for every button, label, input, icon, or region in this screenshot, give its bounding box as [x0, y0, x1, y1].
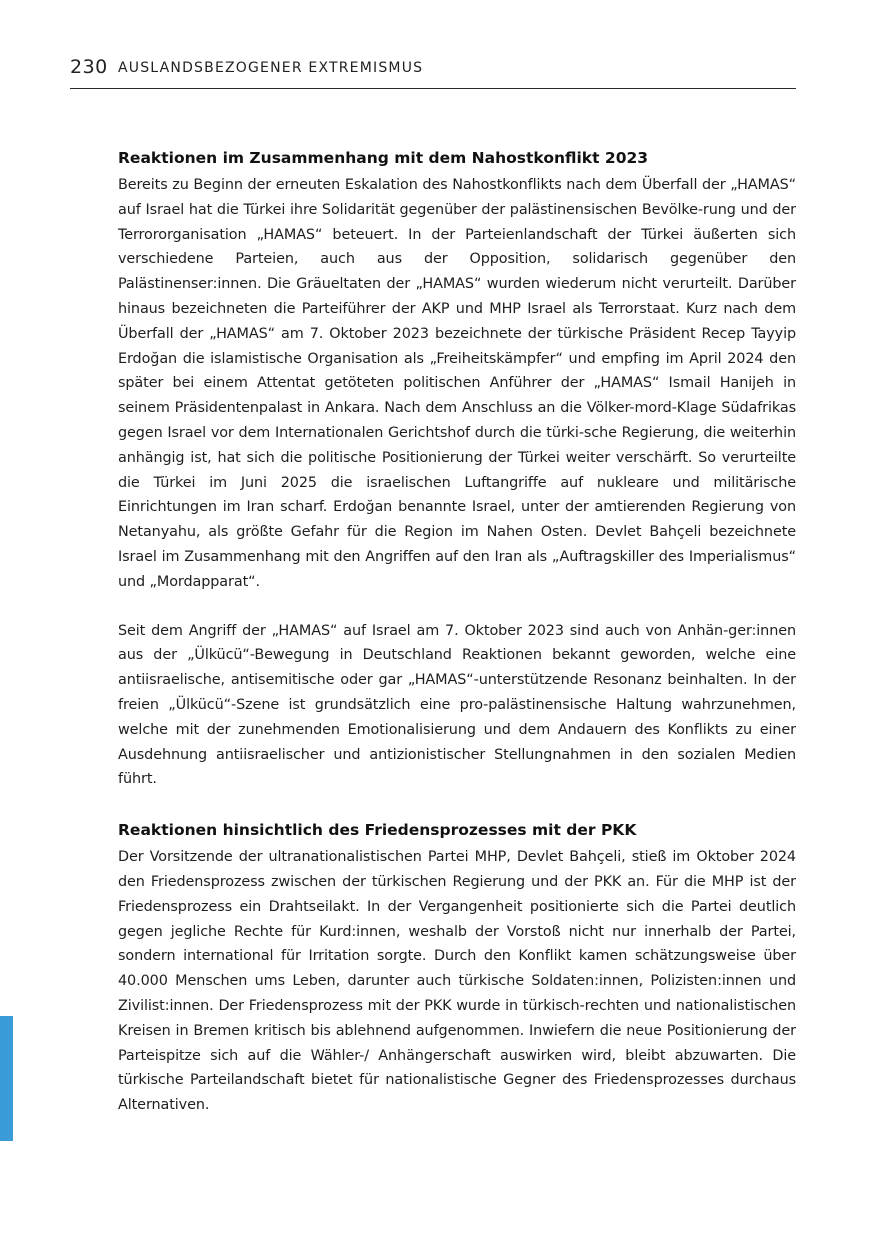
main-content: [118, 148, 796, 1118]
section-spacer: [118, 792, 796, 820]
running-header: [70, 56, 796, 89]
section-heading: Reaktionen im Zusammenhang mit dem Nahostkonflikt 2023: [118, 149, 649, 167]
running-header-title: AUSLANDSBEZOGENER EXTREMISMUS: [118, 60, 424, 76]
page-number: 230: [70, 56, 108, 78]
section-heading: Reaktionen hinsichtlich des Friedensprozesses mit der PKK: [118, 821, 637, 840]
section-friedensprozess: [118, 820, 796, 1118]
paragraph-spacer: [118, 595, 796, 619]
section-nahostkonflikt: [118, 148, 796, 792]
body-paragraph: Der Vorsitzende der ultranationalistischen Partei MHP, Devlet Bahçeli, stieß im Oktober 2024 den Friedensprozess zwischen der türkischen Regierung und der PKK an. Für die MHP ist der Friedensprozess ein Drahtseilakt. In der Vergangenheit positionierte sich die Partei deutlich gegen jegliche Rechte für Kurd:innen, weshalb der Vorstoß nicht nur innerhalb der Partei, sondern international für Irritation sorgte. Durch den Konflikt kamen schätzungsweise über 40.000 Menschen ums Leben, darunter auch türkische Soldaten:innen, Polizisten:innen und Zivilist:innen. Der Friedensprozess mit der PKK wurde in türkisch-rechten und nationalistischen Kreisen in Bremen kritisch bis ablehnend aufgenommen. Inwiefern die neue Positionierung der Parteispitze sich auf die Wähler-/ Anhängerschaft auswirken wird, bleibt abzuwarten. Die türkische Parteilandschaft bietet für nationalistische Gegner des Friedensprozesses durchaus Alternativen.: [118, 849, 796, 1114]
chapter-marker-bar: [0, 1016, 13, 1141]
body-paragraph: Seit dem Angriff der „HAMAS“ auf Israel am 7. Oktober 2023 sind auch von Anhän-ger:innen aus der „Ülkücü“-Bewegung in Deutschland Reaktionen bekannt geworden, welche eine antiisraelische, antisemitische oder gar „HAMAS“-unterstützende Resonanz beinhalten. In der freien „Ülkücü“-Szene ist grundsätzlich eine pro-palästinensische Haltung wahrzunehmen, welche mit der zunehmenden Emotionalisierung und dem Andauern des Konflikts zu einer Ausdehnung antiisraelischer und antizionistischer Stellungnahmen in den sozialen Medien führt.: [118, 622, 796, 788]
body-paragraph: Bereits zu Beginn der erneuten Eskalation des Nahostkonflikts nach dem Überfall der „HAMAS“ auf Israel hat die Türkei ihre Solidarität gegenüber der palästinensischen Bevölke-rung und der Terrororganisation „HAMAS“ beteuert. In der Parteienlandschaft der Türkei äußerten sich verschiedene Parteien, auch aus der Opposition, solidarisch gegenüber den Palästinenser:innen. Die Gräueltaten der „HAMAS“ wurden wiederum nicht verurteilt. Darüber hinaus bezeichneten die Parteiführer der AKP und MHP Israel als Terrorstaat. Kurz nach dem Überfall der „HAMAS“ am 7. Oktober 2023 bezeichnete der türkische Präsident Recep Tayyip Erdoğan die islamistische Organisation als „Freiheitskämpfer“ und empfing im April 2024 den später bei einem Attentat getöteten politischen Anführer der „HAMAS“ Ismail Hanijeh in seinem Präsidentenpalast in Ankara. Nach dem Anschluss an die Völker-mord-Klage Südafrikas gegen Israel vor dem Internationalen Gerichtshof durch die türki-sche Regierung, die weiterhin anhängig ist, hat sich die politische Positionierung der Türkei weiter verschärft. So verurteilte die Türkei im Juni 2025 die israelischen Luftangriffe auf nukleare und militärische Einrichtungen im Iran scharf. Erdoğan benannte Israel, unter der amtierenden Regierung von Netanyahu, als größte Gefahr für die Region im Nahen Osten. Devlet Bahçeli bezeichnete Israel im Zusammenhang mit den Angriffen auf den Iran als „Auftragskiller des Imperialismus“ und „Mordapparat“.: [118, 177, 796, 590]
